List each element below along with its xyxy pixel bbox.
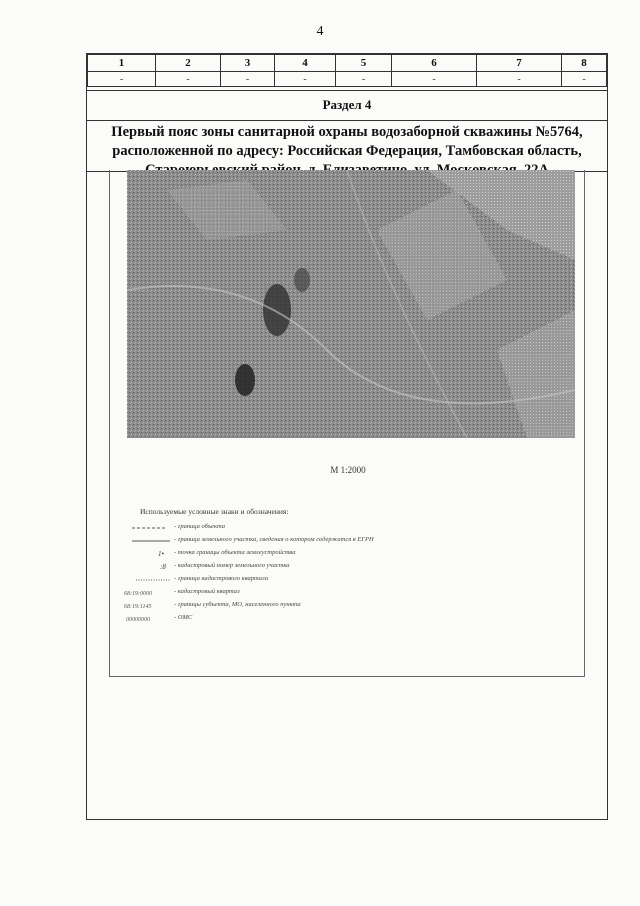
legend-symbol-text: 68:19:1145 [124, 604, 152, 610]
header-cell: 2 [156, 55, 221, 72]
value-cell: - [336, 72, 392, 87]
header-cell: 8 [562, 55, 607, 72]
double-line-icon [122, 612, 172, 625]
legend-item [122, 573, 562, 586]
legend-symbol-text: 68:19:0000 [124, 591, 152, 597]
legend-symbol-text: 1• [158, 550, 164, 558]
map-scale: М 1:2000 [330, 465, 366, 475]
legend-item [122, 547, 562, 560]
legend-item [122, 599, 562, 612]
legend-label: - граница кадастрового квартала [174, 575, 269, 582]
legend-label: - кадастровый номер земельного участка [174, 562, 290, 569]
header-cell: 3 [221, 55, 275, 72]
value-cell: - [477, 72, 562, 87]
satellite-map-image [127, 170, 575, 438]
legend-item [122, 612, 562, 625]
legend-item [122, 521, 562, 534]
legend-symbol-text: :8 [160, 563, 166, 571]
header-cell: 1 [88, 55, 156, 72]
legend-item [122, 586, 562, 599]
section-title: Раздел 4 [322, 97, 372, 112]
header-cell: 6 [392, 55, 477, 72]
parcel-number-icon [122, 560, 172, 573]
section-header [87, 90, 607, 172]
header-row [88, 55, 607, 72]
section-description: Первый пояс зоны санитарной охраны водозаборной скважины №5764, расположенной по адресу: Российская Федерация, Тамбовская область, [111, 124, 583, 159]
legend-label: - ОМС [174, 614, 193, 621]
legend-title: Используемые условные знаки и обозначения: [140, 507, 289, 516]
value-cell: - [275, 72, 336, 87]
header-cell: 4 [275, 55, 336, 72]
dotted-line-icon [122, 573, 172, 586]
value-cell: - [88, 72, 156, 87]
legend-label: - точка границы объекта землеустройства [174, 549, 296, 556]
legend-label: - границы субъекта, МО, населенного пункта [174, 601, 301, 608]
dashed-line-icon [122, 521, 172, 534]
map-sheet [109, 170, 585, 677]
legend-item [122, 534, 562, 547]
legend-label: - граница объекта [174, 523, 226, 530]
point-icon [122, 547, 172, 560]
legend-symbol-text: 00000000 [126, 617, 150, 623]
legend-label: - граница земельного участка, сведения о котором содержатся в ЕГРН [174, 536, 374, 543]
boundary-line-icon [122, 599, 172, 612]
quarter-number-icon [122, 586, 172, 599]
legend-item [122, 560, 562, 573]
header-cell: 7 [477, 55, 562, 72]
value-cell: - [392, 72, 477, 87]
value-cell: - [156, 72, 221, 87]
header-cell: 5 [336, 55, 392, 72]
value-cell: - [562, 72, 607, 87]
page-number: 4 [316, 24, 324, 39]
section-divider [87, 120, 607, 121]
value-cell: - [221, 72, 275, 87]
map-legend [122, 521, 562, 625]
document-frame [86, 53, 608, 820]
legend-label: - кадастровый квартал [174, 588, 240, 595]
header-value-row [88, 72, 607, 87]
header-table [87, 54, 607, 87]
solid-line-icon [122, 534, 172, 547]
